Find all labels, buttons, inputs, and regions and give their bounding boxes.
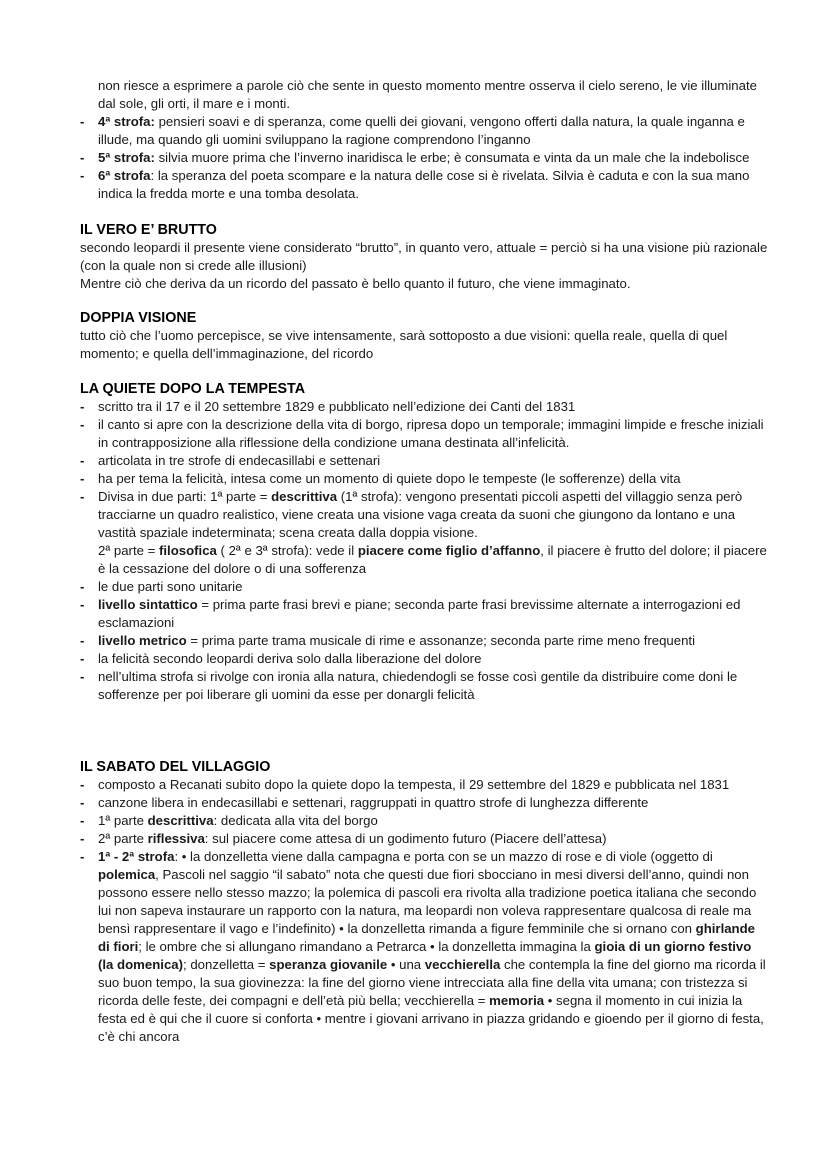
- item-bold: filosofica: [158, 543, 217, 558]
- item-label: livello metrico: [98, 633, 187, 648]
- section-title-quiete: LA QUIETE DOPO LA TEMPESTA: [80, 381, 306, 397]
- item-text: ; le ombre che si allungano rimandano a Petrarca • la donzelletta immagina la: [138, 939, 595, 954]
- dash-bullet: -: [80, 795, 85, 810]
- list-item: [80, 452, 770, 470]
- list-item: [80, 794, 770, 812]
- item-bold: vecchierella: [424, 957, 501, 972]
- item-text: (1ª strofa): vengono presentati piccoli aspetti del villaggio senza però tracciarne un quadro realistico, viene creata una visione vaga creata da suoni che giungono da lontano e una vastità spaziale indeterminata; scena creata dalla doppia visione.: [98, 489, 743, 540]
- item-text: ; donzelletta =: [183, 957, 270, 972]
- item-text: • segna il momento in cui inizia la festa ed è qui che il cuore si conforta • mentre i giovani arrivano in piazza gridando e gioendo per il giorno di festa, c’è chi ancora: [98, 993, 764, 1044]
- item-text: articolata in tre strofe di endecasillabi e settenari: [98, 453, 381, 468]
- list-item: [80, 830, 770, 848]
- item-bold: descrittiva: [147, 813, 214, 828]
- item-text: : sul piacere come attesa di un godimento futuro (Piacere dell’attesa): [204, 831, 607, 846]
- item-text: = prima parte trama musicale di rime e assonanze; seconda parte rime meno frequenti: [186, 633, 696, 648]
- dash-bullet: -: [80, 597, 85, 612]
- item-bold: descrittiva: [271, 489, 338, 504]
- dash-bullet: -: [80, 150, 85, 165]
- item-text: : • la donzelletta viene dalla campagna e porta con se un mazzo di rose e di viole (oggetto di: [174, 849, 713, 864]
- intro-continuation: non riesce a esprimere a parole ciò che sente in questo momento mentre osserva il cielo sereno, le vie illuminate dal sole, gli orti, il mare e i monti.: [98, 78, 757, 111]
- list-item: [80, 596, 770, 632]
- item-bold: gioia di un giorno festivo (la domenica): [98, 939, 752, 972]
- list-item: [80, 668, 770, 704]
- item-text: ha per tema la felicità, intesa come un momento di quiete dopo le tempeste (le sofferenze) della vita: [98, 471, 681, 486]
- section-title-vero-brutto: IL VERO E’ BRUTTO: [80, 222, 217, 238]
- item-label: 4ª strofa:: [98, 114, 155, 129]
- dash-bullet: -: [80, 579, 85, 594]
- list-item: [80, 416, 770, 452]
- quiete-list: [80, 398, 770, 704]
- list-item: [80, 113, 770, 149]
- strofe-list: [80, 113, 770, 203]
- list-item: [80, 149, 770, 167]
- item-text: = prima parte frasi brevi e piane; seconda parte frasi brevissime alternate a interrogazioni ed esclamazioni: [98, 597, 741, 630]
- item-text: che contempla la fine del giorno ma ricorda il suo buon tempo, la sua giovinezza: la fine del giorno viene intrecciata alla fine della vita umana; con tristezza si ricorda delle feste, dei compagni e dell’età più bella; vecchierella =: [98, 957, 766, 1008]
- dash-bullet: -: [80, 168, 85, 183]
- item-text: : la speranza del poeta scompare e la natura delle cose si è rivelata. Silvia è caduta e con la sua mano indica la fredda morte e una tomba desolata.: [98, 168, 750, 201]
- item-text: • una: [387, 957, 425, 972]
- dash-bullet: -: [80, 453, 85, 468]
- list-item: [80, 776, 770, 794]
- item-label: 6ª strofa: [98, 168, 151, 183]
- dash-bullet: -: [80, 777, 85, 792]
- list-item: [80, 650, 770, 668]
- item-bold: ghirlande di fiori: [98, 921, 756, 954]
- document-page: [80, 77, 770, 1046]
- list-item: [80, 812, 770, 830]
- list-item: [80, 167, 770, 203]
- section-body-doppia-visione: [80, 327, 770, 363]
- item-text: il canto si apre con la descrizione della vita di borgo, ripresa dopo un temporale; immagini limpide e fresche iniziali in contrapposizione alla riflessione della condizione umana destinata all’infelicità.: [98, 417, 764, 450]
- item-text: canzone libera in endecasillabi e settenari, raggruppati in quattro strofe di lunghezza differente: [98, 795, 649, 810]
- paragraph: Mentre ciò che deriva da un ricordo del passato è bello quanto il futuro, che viene immaginato.: [80, 276, 631, 291]
- dash-bullet: -: [80, 114, 85, 129]
- dash-bullet: -: [80, 849, 85, 864]
- section-body-vero-brutto: [80, 239, 770, 293]
- item-text: le due parti sono unitarie: [98, 579, 243, 594]
- item-text: : dedicata alla vita del borgo: [213, 813, 378, 828]
- item-text: 2ª parte: [98, 831, 148, 846]
- item-label: livello sintattico: [98, 597, 198, 612]
- section-title-sabato: IL SABATO DEL VILLAGGIO: [80, 759, 271, 775]
- dash-bullet: -: [80, 489, 85, 504]
- dash-bullet: -: [80, 417, 85, 432]
- item-bold: 1ª - 2ª strofa: [98, 849, 175, 864]
- list-item: [80, 848, 770, 1046]
- item-text: pensieri soavi e di speranza, come quelli dei giovani, vengono offerti dalla natura, la quale inganna e illude, ma quando gli uomini sviluppano la ragione comprendono l’inganno: [98, 114, 745, 147]
- list-item: [80, 488, 770, 578]
- item-text: silvia muore prima che l’inverno inaridisca le erbe; è consumata e vinta da un male che la indebolisce: [154, 150, 750, 165]
- dash-bullet: -: [80, 651, 85, 666]
- paragraph: tutto ciò che l’uomo percepisce, se vive intensamente, sarà sottoposto a due visioni: quella reale, quella di quel momento; e quella dell’immaginazione, del ricordo: [80, 328, 728, 361]
- item-text: la felicità secondo leopardi deriva solo dalla liberazione del dolore: [98, 651, 482, 666]
- item-text: , il piacere è frutto del dolore; il piacere è la cessazione del dolore o di una sofferenza: [98, 543, 767, 576]
- item-text: Divisa in due parti: 1ª parte =: [98, 489, 272, 504]
- item-bold: polemica: [98, 867, 156, 882]
- item-bold: riflessiva: [147, 831, 205, 846]
- item-text: scritto tra il 17 e il 20 settembre 1829 e pubblicato nell’edizione dei Canti del 1831: [98, 399, 576, 414]
- dash-bullet: -: [80, 471, 85, 486]
- item-text: ( 2ª e 3ª strofa): vede il: [216, 543, 358, 558]
- list-item: [80, 578, 770, 596]
- item-text: 2ª parte =: [98, 543, 159, 558]
- sabato-list: [80, 776, 770, 1046]
- list-item: [80, 632, 770, 650]
- item-text: 1ª parte: [98, 813, 148, 828]
- item-text: composto a Recanati subito dopo la quiete dopo la tempesta, il 29 settembre del 1829 e pubblicata nel 1831: [98, 777, 730, 792]
- dash-bullet: -: [80, 633, 85, 648]
- list-item: [80, 470, 770, 488]
- item-bold: piacere come figlio d’affanno: [357, 543, 541, 558]
- item-label: 5ª strofa:: [98, 150, 155, 165]
- dash-bullet: -: [80, 669, 85, 684]
- item-bold: speranza giovanile: [269, 957, 388, 972]
- item-text: nell’ultima strofa si rivolge con ironia alla natura, chiedendogli se fosse così gentile da distribuire come doni le sofferenze per poi liberare gli uomini da esse per donargli felicità: [98, 669, 738, 702]
- item-text: , Pascoli nel saggio “il sabato” nota che questi due fiori sbocciano in mesi diversi dell’anno, quindi non possono essere nello stesso mazzo; la polemica di pascoli era rivolta alla tradizione poetica italiana che secondo lui non sapeva instaurare un rapporto con la natura, ma leopardi non voleva rappresentare qualcosa di reale ma bensì rappresentare il vago e l’indefinito) • la donzelletta rimanda a figure femminile che si ornano con: [98, 867, 757, 936]
- list-item: [80, 398, 770, 416]
- item-bold: memoria: [489, 993, 545, 1008]
- dash-bullet: -: [80, 831, 85, 846]
- paragraph: secondo leopardi il presente viene considerato “brutto”, in quanto vero, attuale = perciò si ha una visione più razionale (con la quale non si crede alle illusioni): [80, 240, 768, 273]
- dash-bullet: -: [80, 399, 85, 414]
- section-title-doppia-visione: DOPPIA VISIONE: [80, 310, 197, 326]
- dash-bullet: -: [80, 813, 85, 828]
